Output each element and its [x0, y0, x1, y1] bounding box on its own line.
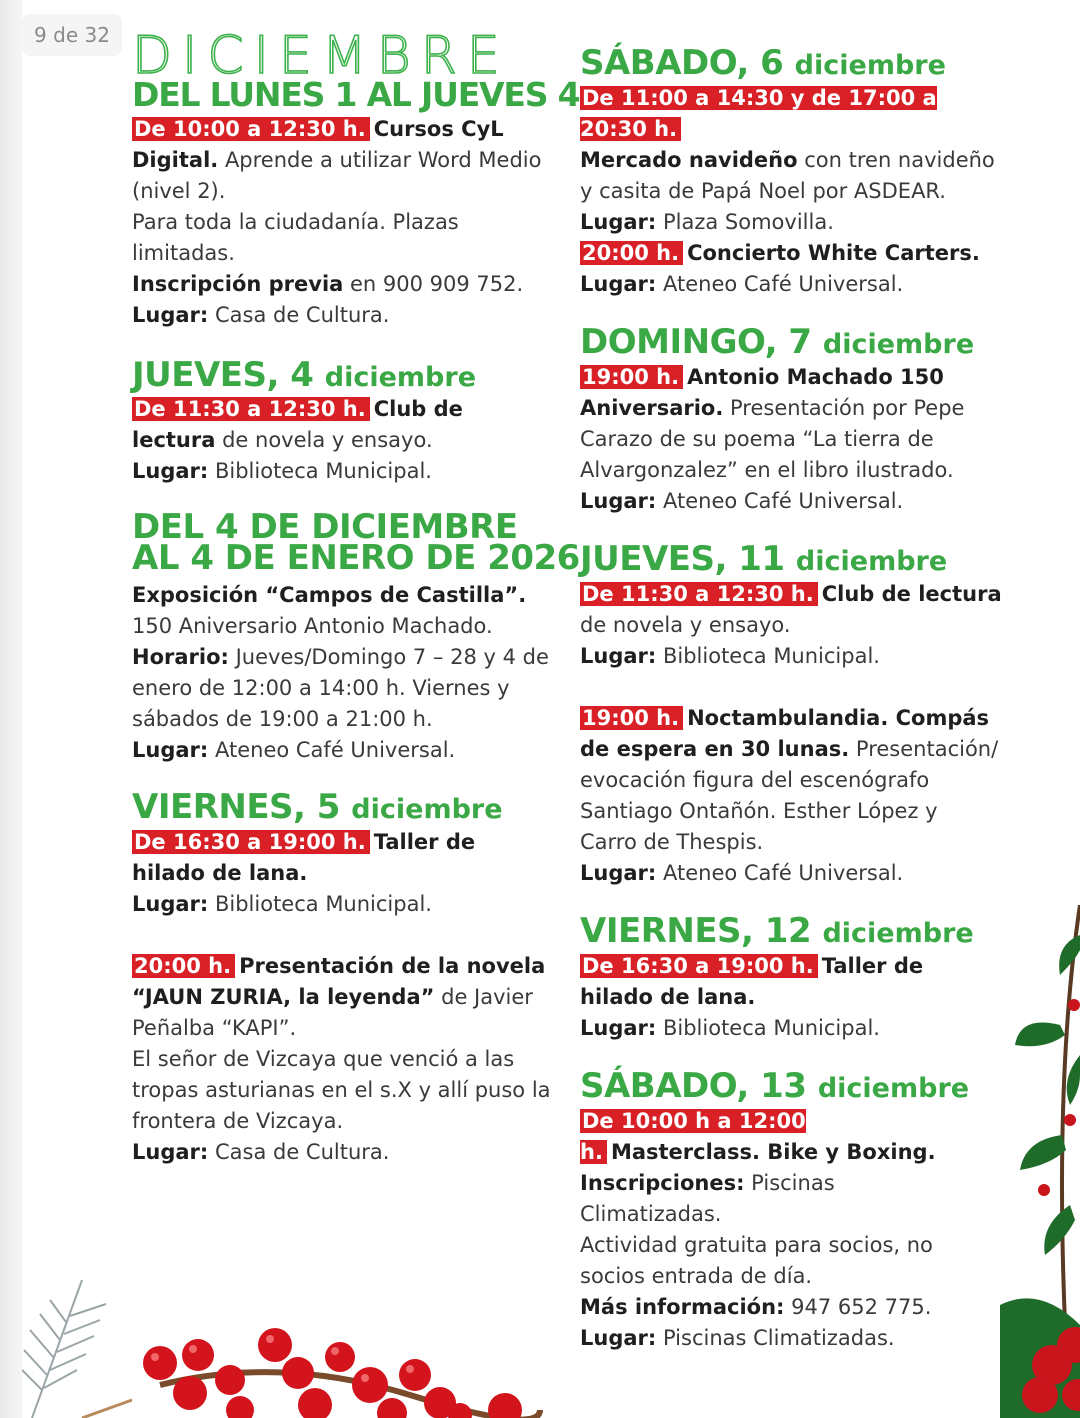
inscription-label: Inscripciones:	[580, 1171, 745, 1195]
time-tag: 20:00 h.	[580, 241, 683, 265]
heading-domingo-7: DOMINGO, 7 diciembre	[580, 322, 975, 362]
inscription-label: Inscripción previa	[132, 272, 344, 296]
event-note: Actividad gratuita para socios, no socios entrada de día.	[580, 1233, 933, 1288]
place-label: Lugar:	[580, 210, 657, 234]
place-label: Lugar:	[580, 489, 657, 513]
place-text: Ateneo Café Universal.	[662, 489, 904, 513]
place-label: Lugar:	[580, 1016, 657, 1040]
heading-jueves-11: JUEVES, 11 diciembre	[580, 539, 948, 579]
place-label: Lugar:	[580, 861, 657, 885]
event-desc: 150 Aniversario Antonio Machado.	[132, 614, 493, 638]
event-taller-hilado-2	[580, 951, 980, 1044]
heading-viernes-5: VIERNES, 5 diciembre	[132, 787, 503, 827]
event-title: Presentación de la novela “JAUN ZURIA, la leyenda”	[132, 954, 546, 1009]
event-presentacion-novela	[132, 951, 552, 1168]
time-tag: De 11:30 a 12:30 h.	[580, 582, 818, 606]
place-label: Lugar:	[580, 1326, 657, 1350]
event-title: Mercado navideño	[580, 148, 798, 172]
time-tag: De 11:00 a 14:30 y de 17:00 a 20:30 h.	[580, 86, 937, 141]
place-label: Lugar:	[132, 1140, 209, 1164]
heading-sabado-6: SÁBADO, 6 diciembre	[580, 43, 946, 83]
heading-jueves-4: JUEVES, 4 diciembre	[132, 355, 477, 395]
heading-sabado-13: SÁBADO, 13 diciembre	[580, 1066, 970, 1106]
event-mercado-navideno	[580, 83, 1000, 238]
month-title: DICIEMBRE	[132, 26, 510, 86]
event-title: Noctambulandia. Compás de espera en 30 lunas.	[580, 706, 990, 761]
time-tag: De 10:00 a 12:30 h.	[132, 117, 370, 141]
time-tag: De 16:30 a 19:00 h.	[580, 954, 818, 978]
event-desc: Aprende a utilizar Word Medio (nivel 2).	[132, 148, 542, 203]
inscription-text: en 900 909 752.	[350, 272, 524, 296]
place-label: Lugar:	[132, 459, 209, 483]
place-text: Ateneo Café Universal.	[214, 738, 456, 762]
event-note: Para toda la ciudadanía. Plazas limitadas.	[132, 210, 459, 265]
time-tag: 20:00 h.	[132, 954, 235, 978]
event-desc: de Javier Peñalba “KAPI”.	[132, 985, 533, 1040]
place-label: Lugar:	[580, 272, 657, 296]
holly-branch-icon	[1000, 905, 1080, 1418]
event-desc: de novela y ensayo.	[222, 428, 433, 452]
heading-lunes-1-jueves-4: DEL LUNES 1 AL JUEVES 4	[132, 75, 580, 114]
event-title: Cursos CyL Digital.	[132, 117, 504, 172]
event-cursos-cyl	[132, 114, 552, 331]
place-text: Biblioteca Municipal.	[662, 644, 880, 668]
place-label: Lugar:	[132, 738, 209, 762]
place-text: Biblioteca Municipal.	[662, 1016, 880, 1040]
event-title: Masterclass. Bike y Boxing.	[610, 1140, 936, 1164]
time-tag: De 11:30 a 12:30 h.	[132, 397, 370, 421]
time-tag: De 16:30 a 19:00 h.	[132, 830, 370, 854]
event-title: Exposición “Campos de Castilla”.	[132, 583, 527, 607]
place-text: Ateneo Café Universal.	[662, 861, 904, 885]
page-indicator: 9 de 32	[22, 14, 122, 56]
inscription-text: Piscinas Climatizadas.	[580, 1171, 835, 1226]
event-taller-hilado-1	[132, 827, 552, 920]
info-text: 947 652 775.	[791, 1295, 932, 1319]
pine-branch-icon	[22, 1270, 132, 1418]
info-label: Más información:	[580, 1295, 785, 1319]
time-tag: 19:00 h.	[580, 365, 683, 389]
event-title: Taller de hilado de lana.	[132, 830, 476, 885]
place-text: Piscinas Climatizadas.	[662, 1326, 895, 1350]
place-label: Lugar:	[580, 644, 657, 668]
place-label: Lugar:	[132, 303, 209, 327]
event-title: Antonio Machado 150 Aniversario.	[580, 365, 944, 420]
event-noctambulandia	[580, 703, 1000, 889]
event-desc: de novela y ensayo.	[580, 613, 791, 637]
event-antonio-machado	[580, 362, 1000, 517]
event-masterclass	[580, 1106, 980, 1354]
event-club-lectura-2	[580, 579, 1010, 672]
event-title: Club de lectura	[132, 397, 463, 452]
place-text: Plaza Somovilla.	[662, 210, 834, 234]
event-desc: Presentación/ evocación figura del escenógrafo Santiago Ontañón. Esther López y Carro de Thespis.	[580, 737, 999, 854]
heading-exposicion-range: DEL 4 DE DICIEMBRE AL 4 DE ENERO DE 2026	[132, 507, 580, 578]
time-tag: De 10:00 h a 12:00 h.	[580, 1109, 806, 1164]
event-note: El señor de Vizcaya que venció a las tropas asturianas en el s.X y allí puso la frontera de Vizcaya.	[132, 1047, 551, 1133]
event-title: Concierto White Carters.	[687, 241, 980, 265]
heading-viernes-12: VIERNES, 12 diciembre	[580, 911, 974, 951]
hours-label: Horario:	[132, 645, 229, 669]
event-title: Taller de hilado de lana.	[580, 954, 924, 1009]
place-text: Casa de Cultura.	[214, 1140, 390, 1164]
place-text: Casa de Cultura.	[214, 303, 390, 327]
event-desc: con tren navideño y casita de Papá Noel por ASDEAR.	[580, 148, 995, 203]
event-club-lectura-1	[132, 394, 552, 487]
event-desc: Presentación por Pepe Carazo de su poema “La tierra de Alvargonzalez” en el libro ilustrado.	[580, 396, 965, 482]
viewer-left-edge	[0, 0, 22, 1418]
event-exposicion	[132, 580, 552, 766]
place-label: Lugar:	[132, 892, 209, 916]
place-text: Biblioteca Municipal.	[214, 892, 432, 916]
red-berries-icon	[130, 1315, 550, 1418]
event-title: Club de lectura	[821, 582, 1002, 606]
event-concierto-white-carters	[580, 238, 1000, 300]
place-text: Biblioteca Municipal.	[214, 459, 432, 483]
hours-text: Jueves/Domingo 7 – 28 y 4 de enero de 12:00 a 14:00 h. Viernes y sábados de 19:00 a 21:00 h.	[132, 645, 549, 731]
place-text: Ateneo Café Universal.	[662, 272, 904, 296]
time-tag: 19:00 h.	[580, 706, 683, 730]
